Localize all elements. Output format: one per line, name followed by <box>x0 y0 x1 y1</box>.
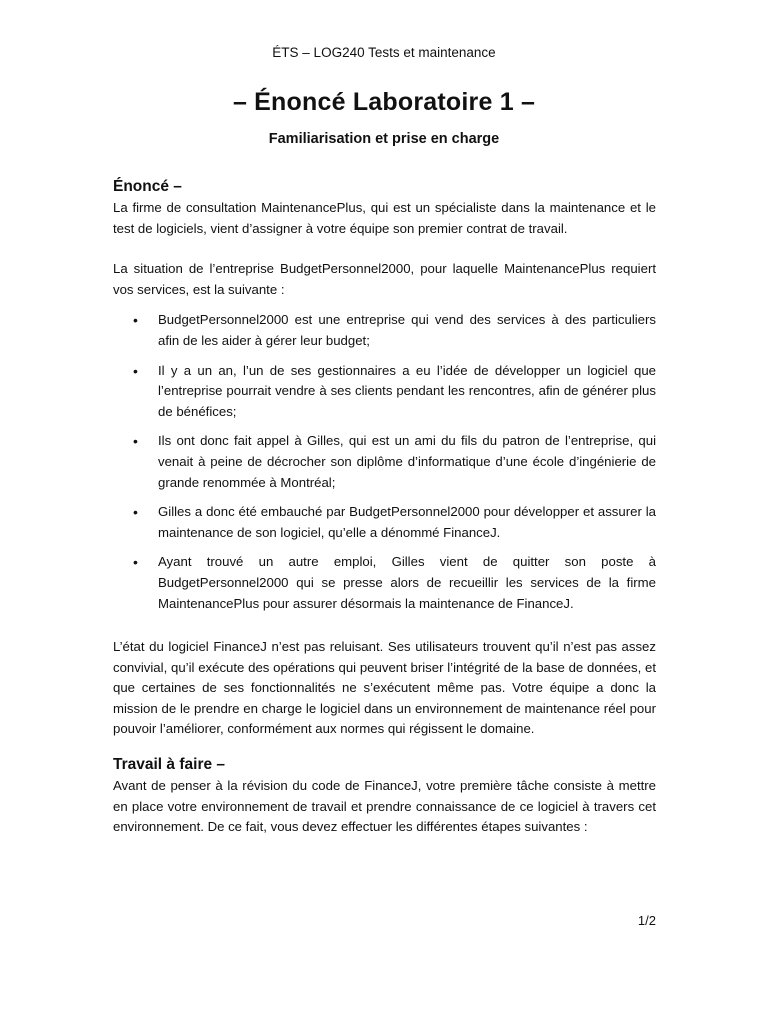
bullet-icon: • <box>133 504 138 521</box>
section-heading-travail: Travail à faire – <box>113 756 226 774</box>
document-header: ÉTS – LOG240 Tests et maintenance <box>272 45 496 60</box>
bullet-icon: • <box>133 312 138 329</box>
bullet-icon: • <box>133 554 138 571</box>
list-item-text: Il y a un an, l’un de ses gestionnaires a eu l’idée de développer un logiciel que l’entreprise pourrait vendre à ses clients pendant les rencontres, afin de générer plus de bénéfices; <box>158 362 656 419</box>
paragraph-situation: La situation de l’entreprise BudgetPersonnel2000, pour laquelle MaintenancePlus requiert vos services, est la suivante : <box>113 261 656 297</box>
page-number: 1/2 <box>637 913 656 928</box>
paragraph-state: L’état du logiciel FinanceJ n’est pas reluisant. Ses utilisateurs trouvent qu’il n’est pas assez convivial, qu’il exécute des opérations qui peuvent briser l’intégrité de la base de données, et que certaines de ses fonctionnalités ne s’exécutent même pas. Votre équipe a donc la mission de le prendre en charge le logiciel dans un environnement de maintenance réel pour pouvoir l’améliorer, conformément aux normes qui régissent le domaine. <box>113 639 656 737</box>
list-item <box>113 552 656 614</box>
document-body <box>113 176 656 838</box>
list-item-text: Ils ont donc fait appel à Gilles, qui est un ami du fils du patron de l’entreprise, qui venait à peine de décrocher son diplôme d’informatique d’une école d’ingénierie de grande renommée à Montréal; <box>158 433 656 490</box>
list-item-text: Gilles a donc été embauché par BudgetPersonnel2000 pour développer et assurer la maintenance de son logiciel, qu’elle a dénommé FinanceJ. <box>158 504 656 540</box>
document-subtitle: Familiarisation et prise en charge <box>268 131 500 147</box>
list-item-text: Ayant trouvé un autre emploi, Gilles vient de quitter son poste à BudgetPersonnel2000 qui se presse alors de recueillir les services de la firme MaintenancePlus pour assurer désormais la maintenance de FinanceJ. <box>158 554 656 611</box>
section-heading-enonce: Énoncé – <box>113 178 182 195</box>
list-item <box>113 310 656 351</box>
list-item <box>113 502 656 543</box>
paragraph-travail: Avant de penser à la révision du code de FinanceJ, votre première tâche consiste à mettre en place votre environnement de travail et prendre connaissance de ce logiciel à travers cet environnement. De ce fait, vous devez effectuer les différentes étapes suivantes : <box>113 778 656 835</box>
bullet-icon: • <box>133 362 138 379</box>
bullet-list <box>113 310 656 614</box>
list-item <box>113 431 656 493</box>
list-item <box>113 361 656 423</box>
list-item-text: BudgetPersonnel2000 est une entreprise qui vend des services à des particuliers afin de les aider à gérer leur budget; <box>158 312 656 348</box>
paragraph-intro: La firme de consultation MaintenancePlus, qui est un spécialiste dans la maintenance et le test de logiciels, vient d’assigner à votre équipe son premier contrat de travail. <box>113 200 656 236</box>
document-title: – Énoncé Laboratoire 1 – <box>232 88 536 116</box>
bullet-icon: • <box>133 433 138 450</box>
